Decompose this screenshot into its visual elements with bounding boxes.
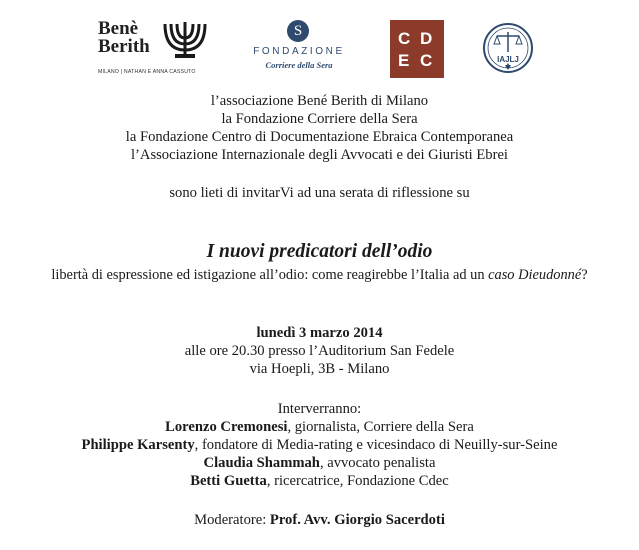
cdec-letter: D [420, 29, 433, 48]
bene-berith-wordmark [98, 20, 150, 56]
cdec-logo [390, 20, 444, 78]
event-date [0, 324, 639, 342]
moderator-name: Prof. Avv. Giorgio Sacerdoti [269, 512, 445, 528]
bene-berith-subtitle: MILANO | NATHAN E ANNA CASSUTO [98, 69, 196, 75]
subtitle-end: ? [581, 267, 588, 283]
speaker-line [0, 436, 639, 454]
menorah-icon [160, 20, 210, 68]
fondazione-badge-icon: S [287, 20, 309, 42]
speaker-name: Betti Guetta [190, 473, 267, 489]
speaker-role: , fondatore di Media-rating e vicesindaco di Neuilly-sur-Seine [194, 437, 558, 453]
fondazione-corriere-logo [245, 20, 353, 75]
speaker-name: Lorenzo Cremonesi [165, 419, 288, 435]
event-time-place: alle ore 20.30 presso l’Auditorium San Fedele [184, 343, 455, 359]
event-title: I nuovi predicatori dell’odio [206, 241, 433, 262]
subtitle-italic: caso Dieudonné [488, 267, 582, 283]
bene-berith-line1: Benè [98, 18, 139, 39]
organizer-line: l’associazione Bené Berith di Milano [210, 93, 429, 109]
moderator-line [0, 511, 639, 529]
speaker-line [0, 472, 639, 490]
speaker-role: , ricercatrice, Fondazione Cdec [266, 473, 449, 489]
event-address: via Hoepli, 3B - Milano [249, 361, 390, 377]
speaker-line [0, 454, 639, 472]
event-date-text: lunedì 3 marzo 2014 [256, 325, 383, 341]
moderator-label: Moderatore: [194, 512, 270, 528]
speaker-name: Claudia Shammah [203, 455, 320, 471]
event-subtitle [0, 266, 639, 284]
organizer-line: la Fondazione Centro di Documentazione Ebraica Contemporanea [125, 129, 514, 145]
fondazione-line2: Corriere della Sera [265, 60, 333, 70]
cdec-letter: C [420, 51, 433, 70]
organizer-line: l’Associazione Internazionale degli Avvocati e dei Giuristi Ebrei [130, 147, 508, 163]
speaker-role: , giornalista, Corriere della Sera [287, 419, 474, 435]
cdec-letter: E [398, 51, 410, 70]
iajlj-logo [482, 22, 534, 74]
organizer-line: la Fondazione Corriere della Sera [221, 111, 418, 127]
bene-berith-line2: Berith [98, 36, 150, 57]
subtitle-main: libertà di espressione ed istigazione all’odio: come reagirebbe l’Italia ad un [51, 267, 489, 283]
invitation-text: sono lieti di invitarVi ad una serata di riflessione su [169, 185, 470, 201]
speaker-line [0, 418, 639, 436]
cdec-letter: C [398, 29, 411, 48]
speakers-heading: Interverranno: [277, 401, 362, 417]
speaker-name: Philippe Karsenty [81, 437, 195, 453]
speaker-role: , avvocato penalista [319, 455, 436, 471]
fondazione-line1: FONDAZIONE [253, 46, 345, 57]
bene-berith-logo [98, 20, 210, 78]
scales-icon [482, 22, 534, 74]
logo-row [0, 10, 639, 80]
iajlj-label: IAJLJ [497, 55, 519, 64]
